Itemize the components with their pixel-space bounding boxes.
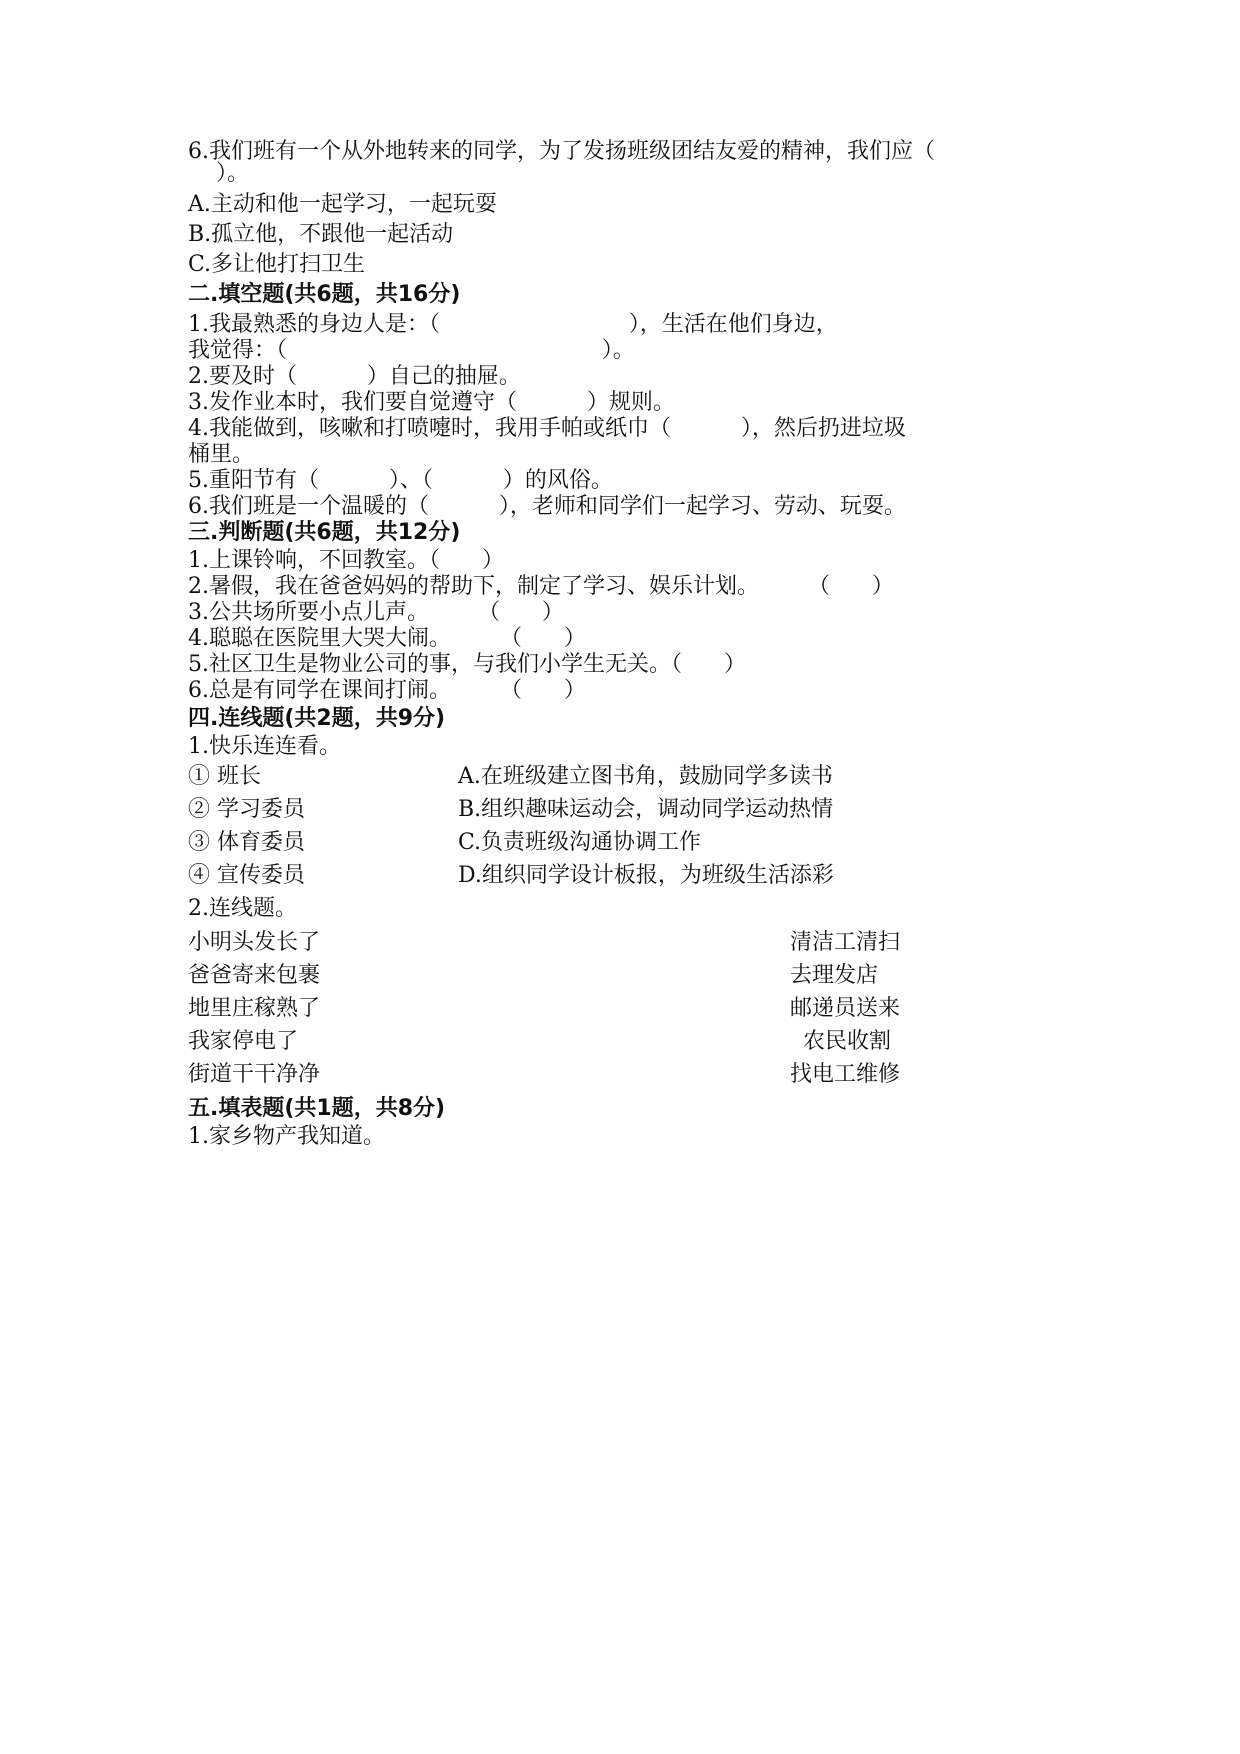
q2-left-item: 街道干干净净: [188, 1062, 321, 1087]
s2-line: 2.要及时（ ）自己的抽屉。: [188, 364, 521, 389]
s3-line: 2.暑假，我在爸爸妈妈的帮助下，制定了学习、娱乐计划。 （ ）: [188, 574, 894, 599]
q6-stem-line2: ）。: [188, 161, 249, 186]
s5-q1-title: 1.家乡物产我知道。: [188, 1124, 385, 1149]
s3-line: 5.社区卫生是物业公司的事，与我们小学生无关。（ ）: [188, 652, 746, 677]
q6-option-a: A.主动和他一起学习，一起玩耍: [188, 192, 497, 217]
s2-line: 桶里。: [188, 442, 255, 467]
s4-q2-title: 2.连线题。: [188, 896, 297, 921]
q2-right-item: 邮递员送来: [790, 996, 901, 1021]
q1-left-item: ② 学习委员: [188, 797, 305, 822]
q1-left-item: ③ 体育委员: [188, 830, 305, 855]
q2-right-item: 清洁工清扫: [790, 930, 901, 955]
section3-heading: 三.判断题(共6题，共12分): [188, 520, 461, 545]
section5-heading: 五.填表题(共1题，共8分): [188, 1096, 446, 1121]
q2-left-item: 我家停电了: [188, 1029, 299, 1054]
section2-heading: 二.填空题(共6题，共16分): [188, 282, 461, 307]
q6-option-c: C.多让他打扫卫生: [188, 252, 366, 277]
q1-right-item: C.负责班级沟通协调工作: [458, 830, 702, 855]
q6-stem-line1: 6.我们班有一个从外地转来的同学，为了发扬班级团结友爱的精神，我们应（: [188, 139, 935, 164]
q6-option-b: B.孤立他，不跟他一起活动: [188, 222, 454, 247]
q2-right-item: 去理发店: [790, 963, 879, 988]
s2-line: 6.我们班是一个温暖的（ ），老师和同学们一起学习、劳动、玩耍。: [188, 494, 906, 519]
s2-line: 5.重阳节有（ ）、（ ）的风俗。: [188, 468, 613, 493]
q1-right-item: A.在班级建立图书角，鼓励同学多读书: [458, 764, 833, 789]
s2-line: 1.我最熟悉的身边人是：（ ），生活在他们身边，: [188, 312, 838, 337]
q2-right-item: 农民收割: [803, 1029, 892, 1054]
q1-left-item: ④ 宣传委员: [188, 863, 305, 888]
s3-line: 1.上课铃响，不回教室。（ ）: [188, 548, 504, 573]
s4-q1-title: 1.快乐连连看。: [188, 734, 341, 759]
q2-left-item: 爸爸寄来包裹: [188, 963, 321, 988]
q2-right-item: 找电工维修: [790, 1062, 901, 1087]
s3-line: 6.总是有同学在课间打闹。 （ ）: [188, 678, 586, 703]
s2-line: 我觉得：（ ）。: [188, 338, 635, 363]
q1-left-item: ① 班长: [188, 764, 261, 789]
s2-line: 4.我能做到，咳嗽和打喷嚏时，我用手帕或纸巾（ ），然后扔进垃圾: [188, 416, 906, 441]
q2-left-item: 小明头发长了: [188, 930, 321, 955]
q1-right-item: D.组织同学设计板报，为班级生活添彩: [458, 863, 834, 888]
section4-heading: 四.连线题(共2题，共9分): [188, 706, 446, 731]
q2-left-item: 地里庄稼熟了: [188, 996, 321, 1021]
s2-line: 3.发作业本时，我们要自觉遵守（ ）规则。: [188, 390, 675, 415]
s3-line: 4.聪聪在医院里大哭大闹。 （ ）: [188, 626, 586, 651]
q1-right-item: B.组织趣味运动会，调动同学运动热情: [458, 797, 834, 822]
s3-line: 3.公共场所要小点儿声。 （ ）: [188, 600, 564, 625]
